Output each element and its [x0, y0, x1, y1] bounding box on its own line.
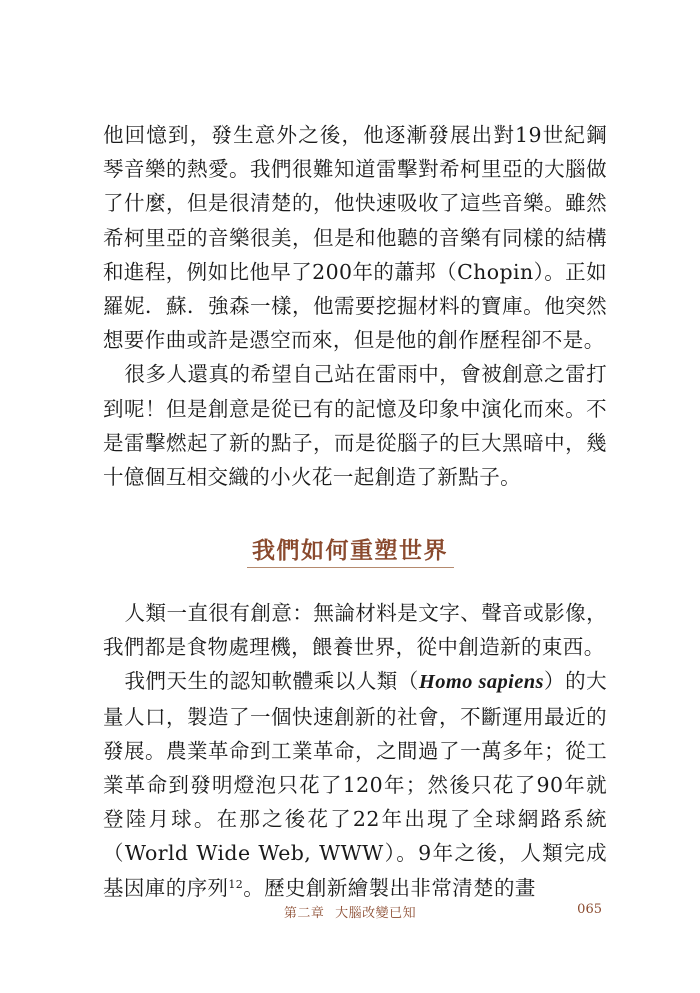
paragraph: 他回憶到，發生意外之後，他逐漸發展出對19世紀鋼琴音樂的熱愛。我們很難知道雷擊對希柯里亞的大腦做了什麼，但是很清楚的，他快速吸收了這些音樂。雖然希柯里亞的音樂很美，但是和他聽的音樂有同樣的結構和進程，例如比他早了200年的蕭邦（Chopin）。正如羅妮．蘇．強森一樣，他需要挖掘材料的寶庫。他突然想要作曲或許是憑空而來，但是他的創作歷程卻不是。 — [103, 123, 607, 353]
heading-underline — [247, 567, 454, 568]
body-text-section-2 — [103, 596, 607, 905]
chapter-title: 大腦改變已知 — [335, 906, 417, 921]
section-heading: 我們如何重塑世界 — [252, 537, 448, 564]
paragraph — [103, 664, 607, 904]
text-run: ）的大量人口，製造了一個快速創新的社會，不斷運用最近的發展。農業革命到工業革命，之間過了一萬多年；從工業革命到發明燈泡只花了120年；然後只花了90年就登陸月球。在那之後花了22年出現了全球網路系統（World Wide Web, WWW）。9年之後，人類完成基因庫的序列 — [103, 669, 608, 900]
text-run: 我們天生的認知軟體乘以人類（ — [124, 669, 419, 694]
chapter-label: 第二章 — [283, 906, 325, 921]
species-name: Homo sapiens — [418, 671, 544, 694]
text-run: 。歷史創新繪製出非常清楚的畫 — [243, 875, 536, 900]
paragraph: 人類一直很有創意：無論材料是文字、聲音或影像，我們都是食物處理機，餵養世界，從中創造新的東西。 — [103, 601, 607, 660]
footnote-marker: 12 — [228, 877, 244, 891]
body-text-section-1 — [103, 118, 607, 494]
paragraph: 很多人還真的希望自己站在雷雨中，會被創意之雷打到呢！但是創意是從已有的記憶及印象中演化而來。不是雷擊燃起了新的點子，而是從腦子的巨大黑暗中，幾十億個互相交織的小火花一起創造了新點子。 — [103, 362, 607, 490]
page-number: 065 — [577, 902, 602, 917]
